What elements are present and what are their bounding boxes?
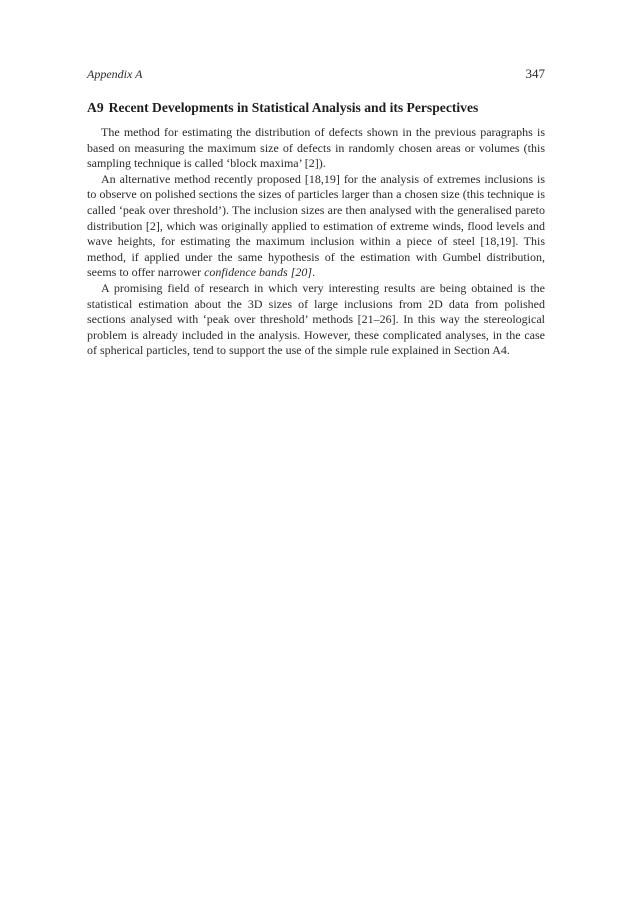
section-number: A9 [87,100,104,115]
paragraph-1: The method for estimating the distribution of defects shown in the previous paragraphs is based on measuring the maximum size of defects in randomly chosen areas or volumes (this sampling technique is called ‘block maxima’ [2]). [87,125,545,171]
paragraph-2-end: . [312,265,316,280]
section-title: Recent Developments in Statistical Analysis and its Perspectives [108,100,479,115]
paragraph-2-main: An alternative method recently proposed [18,19] for the analysis of extremes inclusions is to observe on polished sections the sizes of particles larger than a chosen size (this technique is called ‘peak over threshold’). The inclusion sizes are then analysed with the generalised pareto distribution [2], which was originally applied to estimation of extreme winds, flood levels and wave heights, for estimating the maximum inclusion within a piece of steel [18,19]. This method, if applied under the same hypothesis of the estimation with Gumbel distribution, seems to offer narrower [87,171,545,280]
section-heading [87,99,545,116]
page-content [87,66,545,359]
page-number: 347 [525,66,545,81]
body-text [87,125,545,359]
paragraph-2-italic: confidence bands [20] [204,265,313,280]
chapter-label: Appendix A [87,67,143,81]
running-header [87,66,545,82]
paragraph-3: A promising field of research in which very interesting results are being obtained is the statistical estimation about the 3D sizes of large inclusions from 2D data from polished sections analysed with ‘peak over threshold’ methods [21–26]. In this way the stereological problem is already included in the analysis. However, these complicated analyses, in the case of spherical particles, tend to support the use of the simple rule explained in Section A4. [87,280,545,358]
paragraph-2 [87,172,545,281]
